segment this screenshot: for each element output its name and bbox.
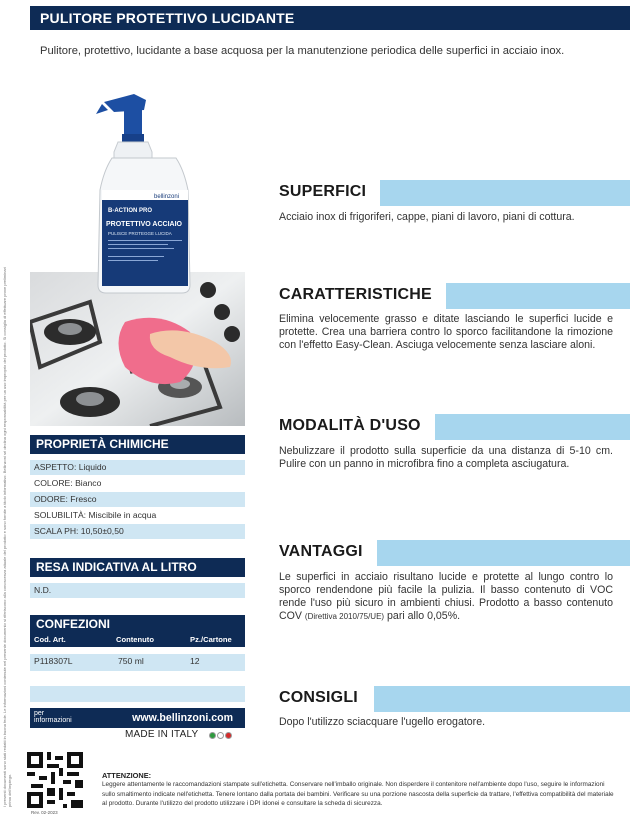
info-bar [30,708,245,728]
section-text-modalita: Nebulizzare il prodotto sulla superficie da una distanza di 5-10 cm. Pulire con un panno in microfibra fino a completa asciugatura. [279,445,613,470]
yield-header [30,558,245,577]
section-text-caratteristiche: Elimina velocemente grasso e ditate lasciando le superfici lucide e protette. Crea una barriera contro lo sporco facilitandone la rimozione con l'effetto Easy-Clean. Asciuga velocemente senza lasciare aloni. [279,313,613,351]
intro-text: Pulitore, protettivo, lucidante a base acquosa per la manutenzione periodica delle superfici in acciaio inox. [40,45,565,57]
section-text-consigli: Dopo l'utilizzo sciacquare l'ugello erogatore. [279,716,486,728]
bottle-brand: bellinzoni [154,194,180,200]
flag-dot-white [217,732,224,739]
chemical-row: SCALA PH: 10,50±0,50 [30,524,245,539]
section-header-superfici [279,178,630,206]
flag-dot-red [225,732,232,739]
bottle-subtitle: PULISCE PROTEGGE LUCIDA [108,231,172,236]
section-title-caratteristiche: CARATTERISTICHE [279,286,432,303]
section-header-modalita [279,412,630,440]
attention-title: ATTENZIONE: [102,771,152,780]
section-title-vantaggi: VANTAGGI [279,543,363,560]
chemical-row: ASPETTO: Liquido [30,460,245,475]
packaging-content: 750 ml [118,656,144,666]
packaging-empty-row [30,671,245,686]
revision-label: Rev. 02-2023 [31,810,58,815]
website-link[interactable]: www.bellinzoni.com [132,712,233,724]
spray-bottle-icon [94,90,194,295]
packaging-empty-row [30,686,245,702]
section-title-superfici: SUPERFICI [279,183,367,200]
section-title-consigli: CONSIGLI [279,689,358,706]
document-title: PULITORE PROTETTIVO LUCIDANTE [40,10,295,26]
made-in-italy: MADE IN ITALY [125,729,199,740]
product-bottle [94,90,194,295]
qr-code[interactable] [27,752,83,808]
section-header-consigli [279,684,630,712]
side-legal-text: I presenti documenti sono stati redatti in buona fede. Le informazioni contenute nel presente documento si riferiscono alla conoscenza attuale del prodotto e sono fornite a titolo informativo. Bellinzoni srl declina ogni responsabilità per un uso improprio del prodotto. Si consiglia di effettuare prove preliminari prima dell'impiego. [2,267,12,807]
yield-empty-row [30,599,245,614]
vantaggi-directive-note: (Direttiva 2010/75/UE) [304,612,385,621]
title-bar [30,6,630,30]
product-photo [30,272,245,426]
chemical-row: COLORE: Bianco [30,476,245,491]
bottle-product-name: PROTETTIVO ACCIAIO [106,221,182,228]
section-band [374,180,630,206]
packaging-pieces: 12 [190,656,200,666]
info-label-line2: informazioni [34,717,72,724]
yield-title: RESA INDICATIVA AL LITRO [36,560,197,574]
packaging-columns [30,632,245,647]
info-label-line1: per [34,710,45,717]
packaging-col-code: Cod. Art. [34,635,66,644]
packaging-header [30,615,245,633]
packaging-col-content: Contenuto [116,635,154,644]
attention-text: Leggere attentamente le raccomandazioni stampate sull'etichetta. Conservare nell'imballo originale. Non disperdere il contenitore nell'ambiente dopo l'uso, seguire le informazioni sullo smaltimento indicate nell'etichetta. Tenere lontano dalla portata dei bambini. Verificare su una porzione nascosta della superficie da trattare, l'effettiva compatibilità del materiale al prodotto. Durante l'utilizzo del prodotto utilizzare i DPI idonei e consultare la scheda di sicurezza. [102,781,614,807]
yield-value: N.D. [30,583,245,598]
qr-code-icon [27,752,83,808]
flag-dot-green [209,732,216,739]
bottle-line: B-ACTION PRO [108,208,152,214]
section-header-caratteristiche [279,281,630,309]
packaging-title: CONFEZIONI [36,617,110,631]
vantaggi-text: Le superfici in acciaio risultano lucide e protette al lungo contro lo sporco rendendone più facile la pulizia. Il basso contenuto di VOC rende l'uso più sicuro in ambienti chiusi. Prodotto a basso contenuto COV [279,571,613,622]
packaging-code: P118307L [34,656,73,666]
section-title-modalita: MODALITÀ D'USO [279,417,421,434]
chemical-row: ODORE: Fresco [30,492,245,507]
vantaggi-text-end: pari allo 0,05%. [387,610,461,622]
packaging-col-pieces: Pz./Cartone [190,635,232,644]
chemical-row: SOLUBILITÀ: Miscibile in acqua [30,508,245,523]
chemical-properties-header [30,435,245,454]
section-text-superfici: Acciaio inox di frigoriferi, cappe, piani di lavoro, piani di cottura. [279,211,575,223]
side-legal-note [2,262,14,807]
section-text-vantaggi [279,571,613,623]
info-label [34,710,72,724]
section-band [374,686,630,712]
section-header-vantaggi [279,538,630,566]
section-band [374,540,630,566]
stovetop-illustration [30,272,245,426]
table-row [30,654,245,671]
chemical-properties-title: PROPRIETÀ CHIMICHE [36,437,169,451]
